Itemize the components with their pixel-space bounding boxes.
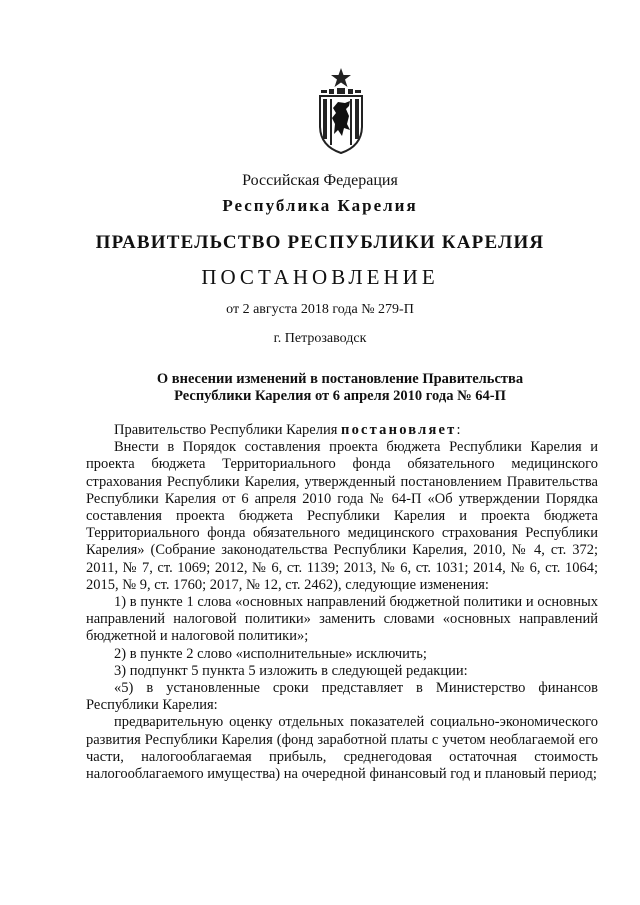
karelia-coat-of-arms-icon bbox=[316, 68, 366, 154]
resolution-verb: постановляет bbox=[341, 422, 457, 438]
government-name: ПРАВИТЕЛЬСТВО РЕСПУБЛИКИ КАРЕЛИЯ bbox=[95, 232, 545, 253]
paragraph-amendment: Внести в Порядок составления проекта бюджета Республики Карелия и проекта бюджета Территориального фонда обязательного медицинского страхования Республики Карелия, утвержденный постановлением Правительства Республики Карелия от 6 апреля 2010 года № 64-П «Об утверждении Порядка составления проекта бюджета Республики Карелия и проекта бюджета Территориального фонда обязательного медицинского страхования Республики Карелия» (Собрание законодательства Республики Карелия, 2010, № 4, ст. 372; 2011, № 7, ст. 1069; 2012, № 6, ст. 1139; 2013, № 6, ст. 1031; 2014, № 6, ст. 1064; 2015, № 9, ст. 1760; 2017, № 12, ст. 2462), следующие изменения: bbox=[86, 439, 598, 593]
resolution-intro bbox=[86, 422, 598, 439]
paragraph-quoted-5: «5) в установленные сроки представляет в Министерство финансов Республики Карелия: bbox=[86, 680, 598, 714]
decree-body bbox=[86, 422, 598, 783]
decree-title-line-2: Республики Карелия от 6 апреля 2010 года № 64-П bbox=[174, 388, 506, 404]
document-type: ПОСТАНОВЛЕНИЕ bbox=[201, 265, 439, 289]
decree-title bbox=[100, 371, 580, 405]
paragraph-item-2: 2) в пункте 2 слово «исполнительные» исключить; bbox=[114, 645, 427, 662]
paragraph-item-3: 3) подпункт 5 пункта 5 изложить в следующей редакции: bbox=[114, 662, 468, 679]
resolution-colon: : bbox=[456, 422, 461, 438]
republic-name: Республика Карелия bbox=[222, 196, 418, 215]
paragraph-preliminary-estimate: предварительную оценку отдельных показателей социально-экономического развития Республики Карелия (фонд заработной платы с учетом необлагаемой его части, налогооблагаемая прибыль, среднегодовая остаточная стоимость налогооблагаемого имущества) на очередной финансовый год и плановый период; bbox=[86, 714, 598, 783]
issuing-city: г. Петрозаводск bbox=[273, 331, 367, 346]
decree-title-line-1: О внесении изменений в постановление Правительства bbox=[156, 371, 524, 387]
resolution-subject: Правительство Республики Карелия bbox=[114, 422, 342, 438]
country-name: Российская Федерация bbox=[242, 172, 398, 189]
paragraph-item-1: 1) в пункте 1 слова «основных направлений бюджетной политики и основных направлений налоговой политики» заменить словами «основных направлений бюджетной и налоговой политики»; bbox=[86, 594, 598, 645]
decree-date-number: от 2 августа 2018 года № 279-П bbox=[226, 302, 414, 317]
